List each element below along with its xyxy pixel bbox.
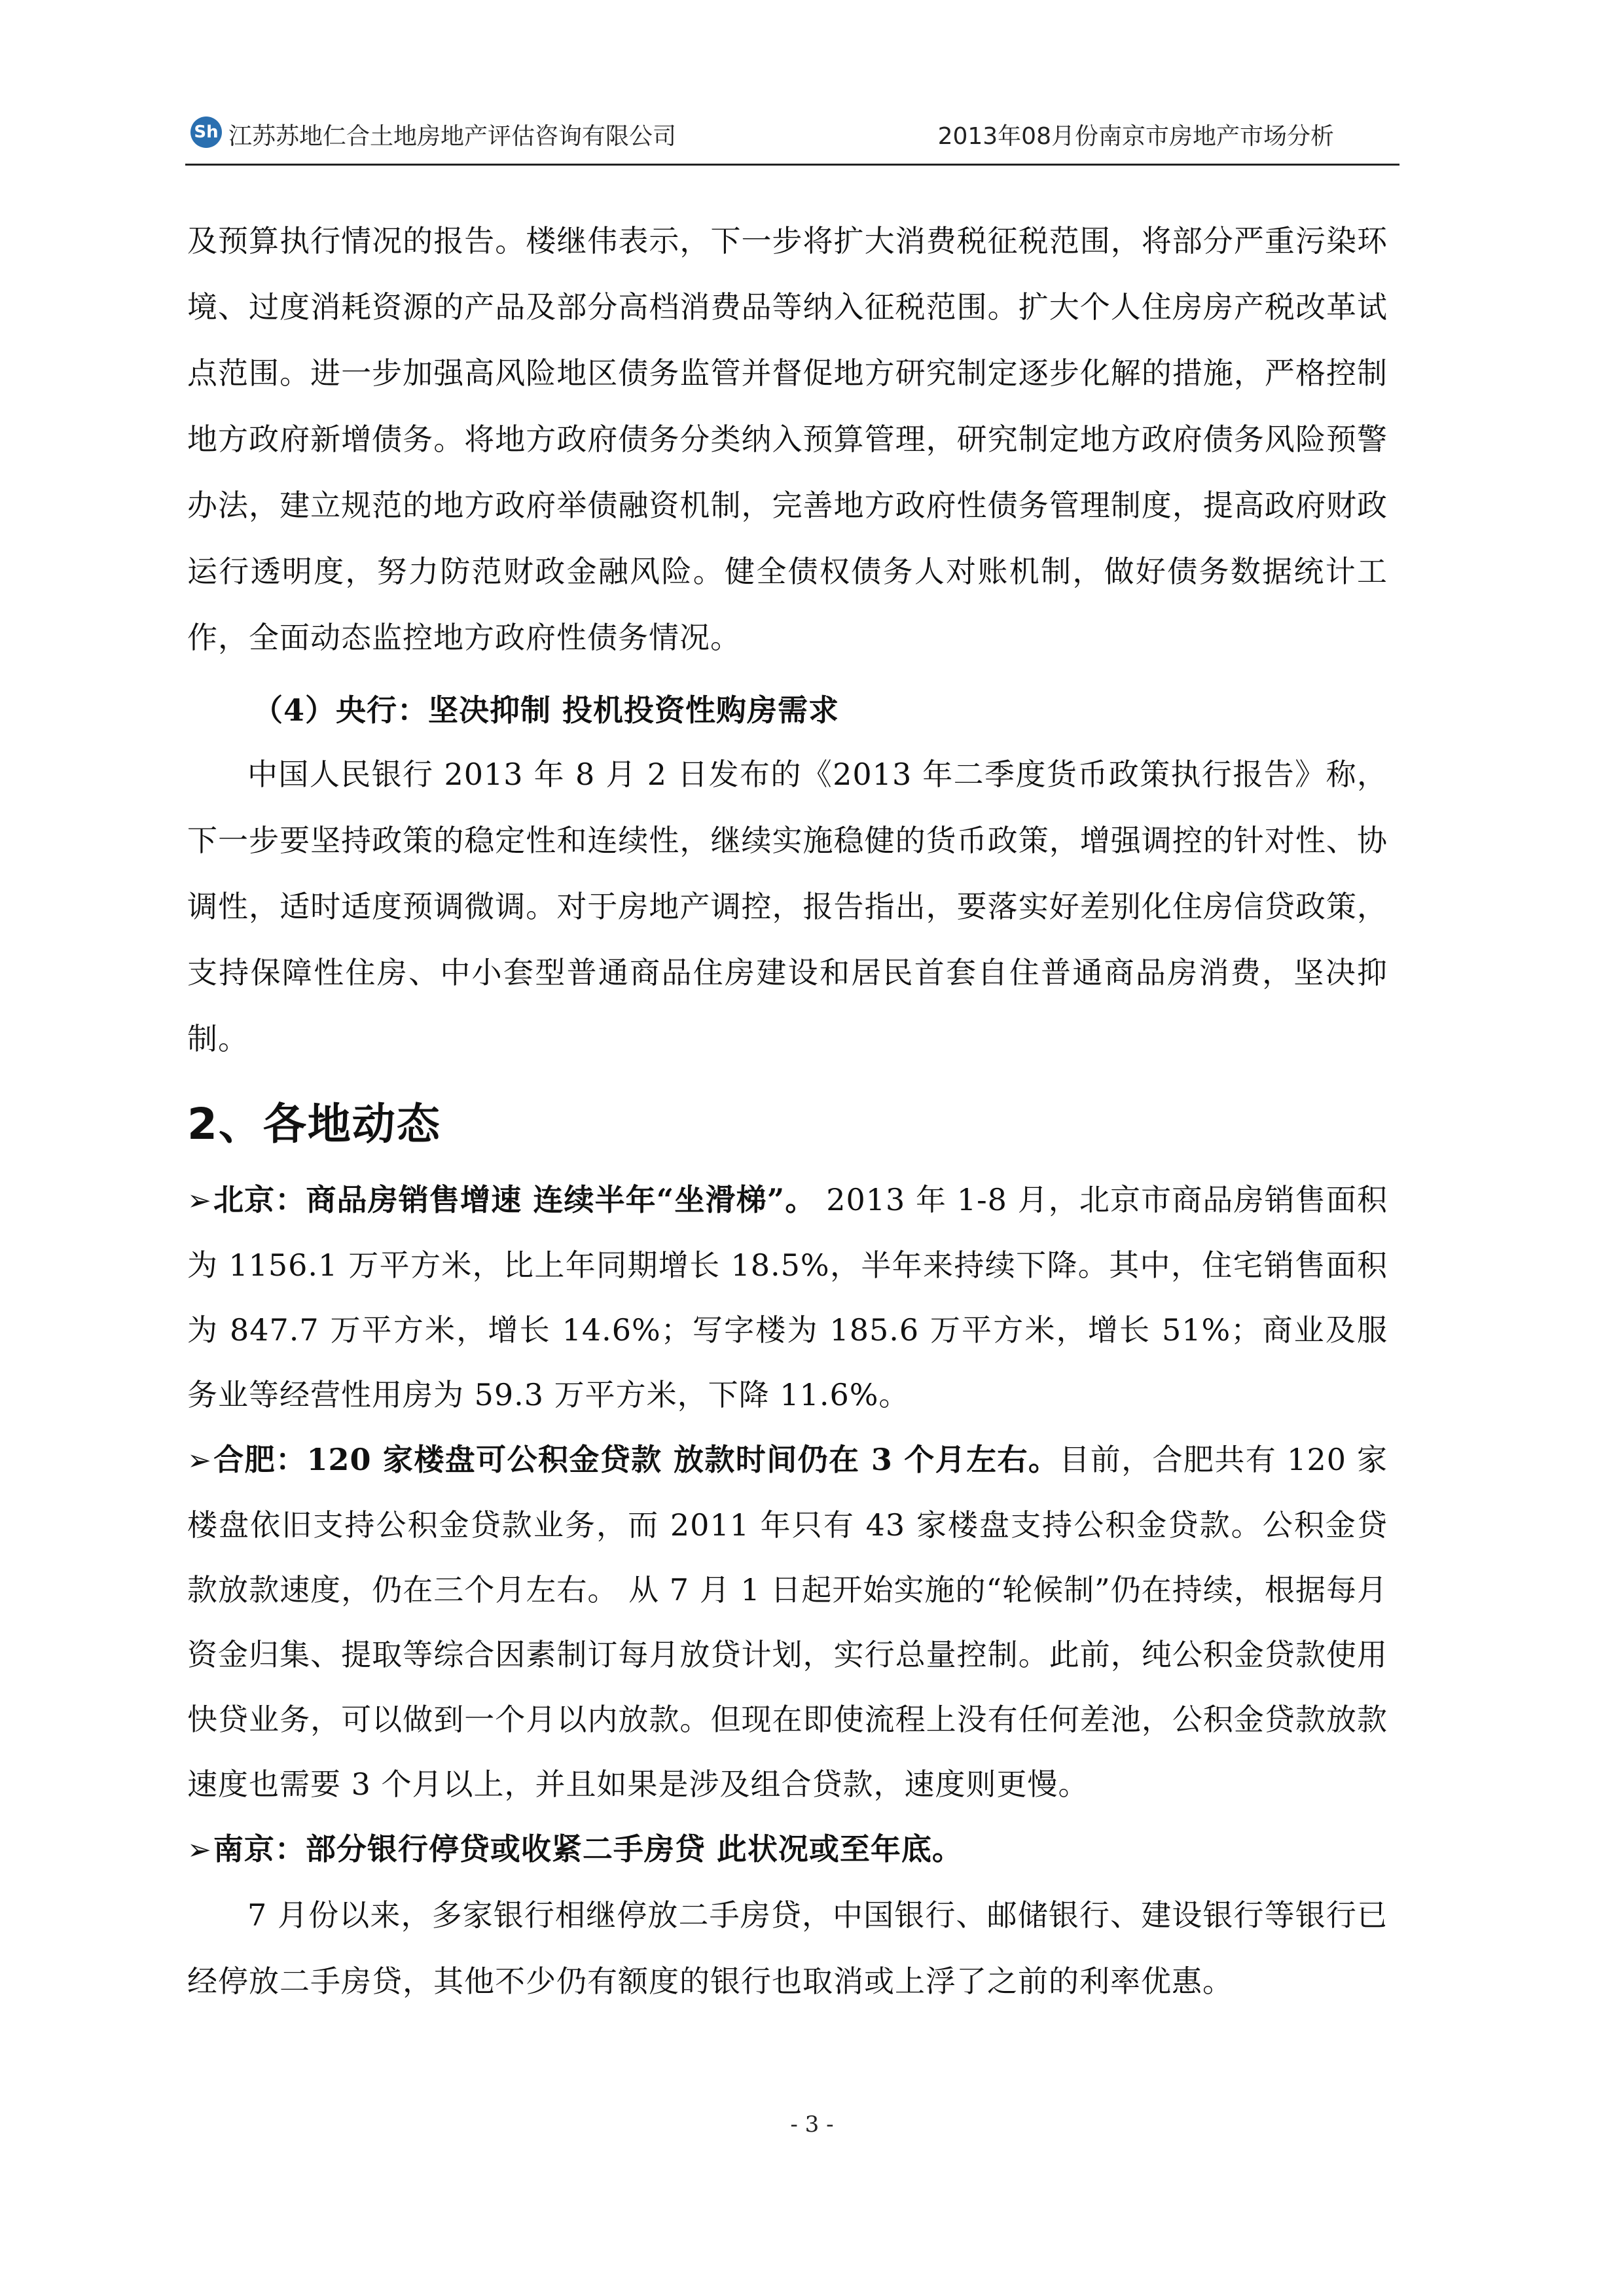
company-name: 江苏苏地仁合土地房地产评估咨询有限公司 [228, 123, 677, 150]
paragraph-continuation: 及预算执行情况的报告。楼继伟表示，下一步将扩大消费税征税范围，将部分严重污染环境、过度消耗资源的产品及部分高档消费品等纳入征税范围。扩大个人住房房产税改革试点范围。进一步加强高风险地区债务监管并督促地方研究制定逐步化解的措施，严格控制地方政府新增债务。将地方政府债务分类纳入预算管理，研究制定地方政府债务风险预警办法，建立规范的地方政府举债融资机制，完善地方政府性债务管理制度，提高政府财政运行透明度，努力防范财政金融风险。健全债权债务人对账机制，做好债务数据统计工作，全面动态监控地方政府性债务情况。 [187, 223, 1388, 655]
arrow-bullet-icon: ➢ [187, 1184, 212, 1217]
page-number: - 3 - [790, 2111, 834, 2138]
page-content [187, 208, 1388, 2015]
document-title: 2013年08月份南京市房地产市场分析 [937, 123, 1334, 150]
section-heading-local-dynamics: 2、各地动态 [187, 1099, 441, 1149]
arrow-bullet-icon: ➢ [187, 1444, 212, 1477]
item-lead-hefei: 合肥：120 家楼盘可公积金贷款 放款时间仍在 3 个月左右。 [213, 1442, 1060, 1477]
company-logo-icon: Sh [190, 117, 222, 148]
list-item-hefei [187, 1427, 1388, 1817]
paragraph-central-bank: 中国人民银行 2013 年 8 月 2 日发布的《2013 年二季度货币政策执行报告》称，下一步要坚持政策的稳定性和连续性，继续实施稳健的货币政策，增强调控的针对性、协调性，适时适度预调微调。对于房地产调控，报告指出，要落实好差别化住房信贷政策，支持保障性住房、中小套型普通商品住房建设和居民首套自住普通商品房消费，坚决抑制。 [187, 757, 1388, 1056]
item-lead-nanjing: 南京：部分银行停贷或收紧二手房贷 此状况或至年底。 [213, 1831, 963, 1867]
item-text-hefei: 目前，合肥共有 120 家楼盘依旧支持公积金贷款业务，而 2011 年只有 43 家楼盘支持公积金贷款。公积金贷款放款速度，仍在三个月左右。 从 7 月 1 日起开始实施的“轮候制”仍在持续，根据每月资金归集、提取等综合因素制订每月放贷计划，实行总量控制。此前，纯公积金贷款使用快贷业务，可以做到一个月以内放款。但现在即使流程上没有任何差池，公积金贷款放款速度也需要 3 个月以上，并且如果是涉及组合贷款，速度则更慢。 [187, 1442, 1388, 1802]
subheading-central-bank: （4）央行：坚决抑制 投机投资性购房需求 [253, 692, 840, 728]
list-item-nanjing [187, 1817, 1388, 1882]
arrow-bullet-icon: ➢ [187, 1833, 212, 1867]
paragraph-nanjing: 7 月份以来，多家银行相继停放二手房贷，中国银行、邮储银行、建设银行等银行已经停放二手房贷，其他不少仍有额度的银行也取消或上浮了之前的利率优惠。 [187, 1897, 1388, 1999]
item-lead-beijing: 北京：商品房销售增速 连续半年“坐滑梯”。 [213, 1182, 816, 1217]
page-header [185, 105, 1399, 166]
list-item-beijing [187, 1168, 1388, 1427]
item-text-beijing: 2013 年 1-8 月，北京市商品房销售面积为 1156.1 万平方米，比上年同期增长 18.5%，半年来持续下降。其中，住宅销售面积为 847.7 万平方米，增长 14.6%；写字楼为 185.6 万平方米，增长 51%；商业及服务业等经营性用房为 59.3 万平方米，下降 11.6%。 [187, 1182, 1388, 1412]
